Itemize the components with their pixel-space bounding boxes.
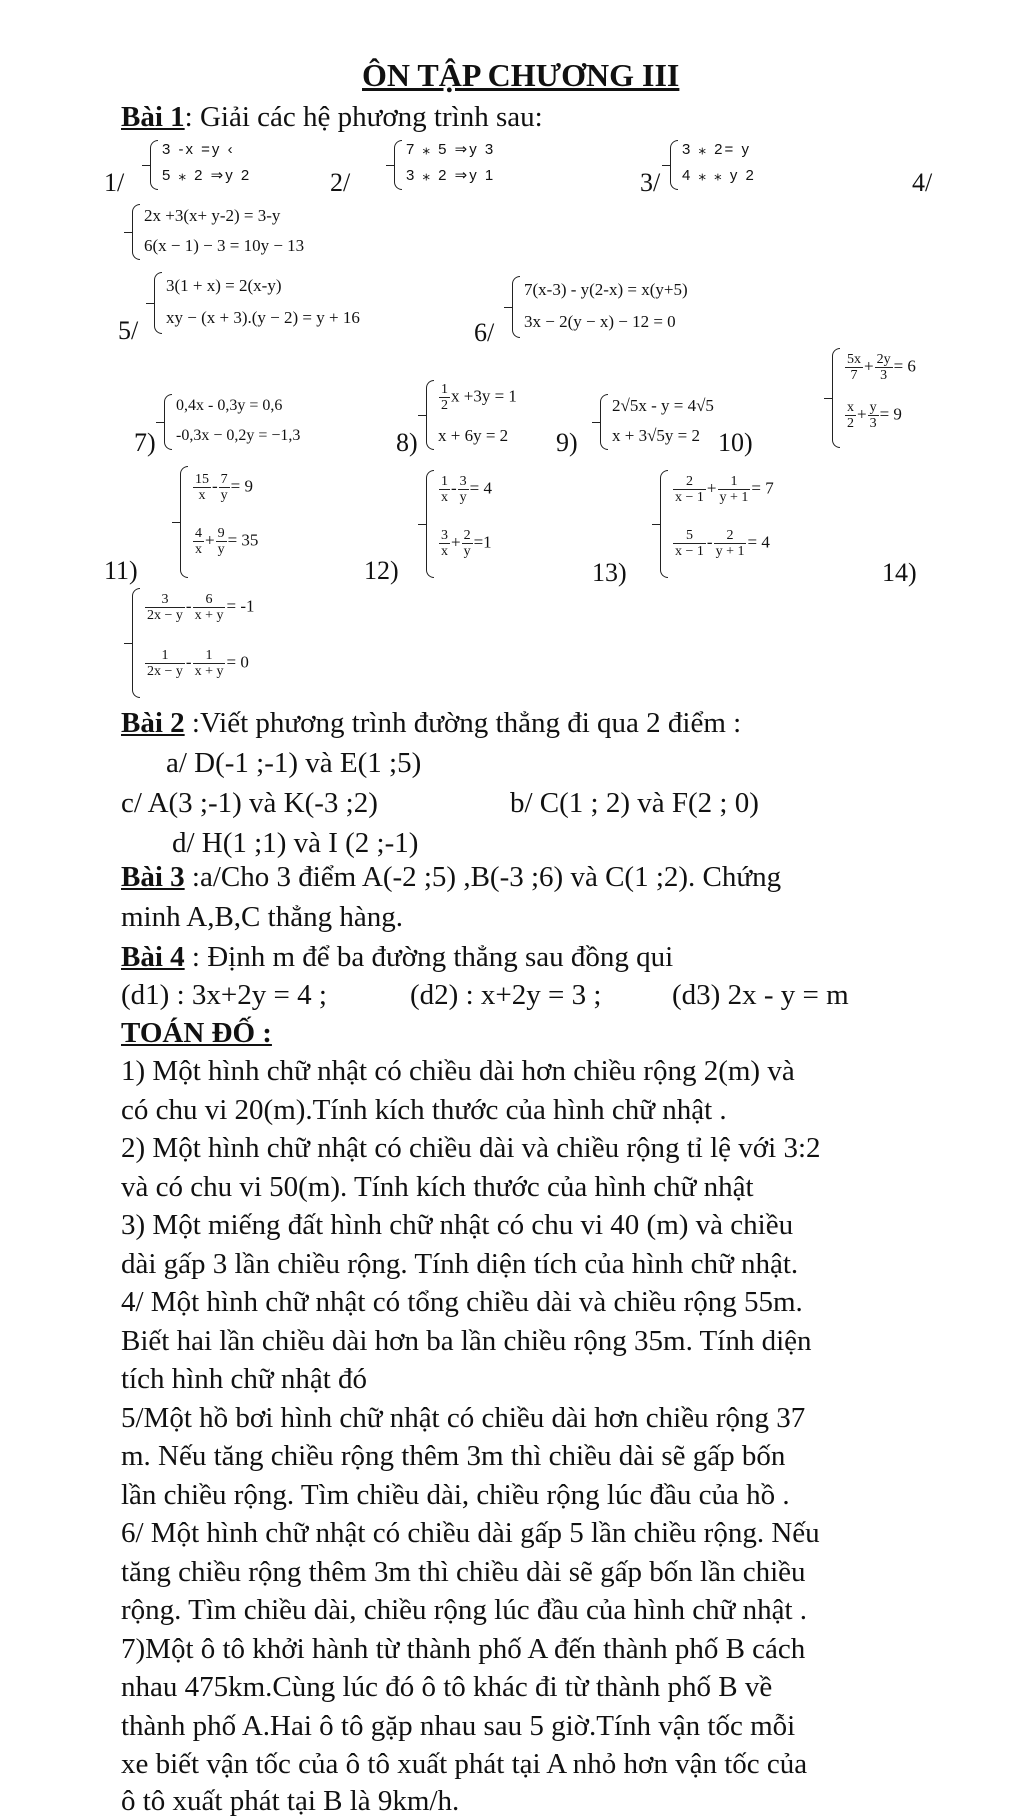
system-5-brace (154, 272, 162, 334)
bai3-line1 (121, 860, 781, 894)
bai2-item-d: d/ H(1 ;1) và I (2 ;-1) (172, 827, 419, 859)
frac (718, 474, 751, 505)
frac-den: x − 1 (675, 544, 704, 559)
frac-num: 2 (463, 528, 471, 543)
system-6-brace (512, 276, 520, 338)
system-10-eq2: $\frac{x}{2}$ + $\frac{y}{3}$ = 9 (847, 400, 902, 431)
frac-1-2 (439, 382, 450, 413)
system-9-eq2: x + 3√5y = 2 (612, 426, 701, 445)
frac (673, 474, 706, 505)
eq-rhs: = 0 (226, 652, 249, 672)
system-2-eq1: 7 ⁎ 5 ⇒y 3 (406, 141, 496, 158)
bai4-line-d3: (d3) 2x - y = m (672, 979, 849, 1011)
frac-den: x (441, 544, 448, 559)
system-11 (180, 466, 310, 578)
system-7-brace (164, 394, 172, 450)
system-12-eq2: $\frac{3}{x}$ + $\frac{2}{y}$ =1 (441, 528, 492, 559)
frac-num: 1 (193, 648, 226, 664)
bai4-heading (121, 940, 673, 974)
frac-den: 2x − y (147, 608, 183, 623)
system-6 (512, 276, 792, 338)
system-8-eq2: x + 6y = 2 (438, 426, 509, 445)
system-12-eq1: $\frac{1}{x}$ - $\frac{3}{y}$ = 4 (441, 474, 493, 505)
system-12 (426, 470, 556, 578)
system-13-number: 13) (592, 558, 627, 587)
frac-num: 9 (217, 526, 225, 541)
system-9-number: 9) (556, 428, 578, 457)
frac-num: 3 (441, 528, 448, 543)
frac-den: y (217, 542, 225, 557)
system-12-number: 12) (364, 556, 399, 585)
system-4-brace (132, 204, 140, 260)
toan-do-line: 5/Một hồ bơi hình chữ nhật có chiều dài hơn chiều rộng 37 (121, 1402, 806, 1434)
frac-den: y + 1 (715, 544, 745, 559)
bai3-label: Bài 3 (121, 861, 185, 893)
eq-rhs: = 4 (469, 478, 493, 498)
frac (193, 592, 226, 623)
system-3-eq2: 4 ⁎ ⁎ y 2 (682, 167, 756, 184)
toan-do-line: dài gấp 3 lần chiều rộng. Tính diện tích của hình chữ nhật. (121, 1248, 799, 1280)
toan-do-line: rộng. Tìm chiều dài, chiều rộng lúc đầu của hình chữ nhật . (121, 1594, 808, 1626)
bai3-line2: minh A,B,C thẳng hàng. (121, 901, 403, 933)
frac-den: 2 (441, 398, 448, 413)
frac (216, 526, 227, 557)
frac-den: x + y (194, 608, 224, 623)
frac-num: 1 (441, 474, 448, 489)
toan-do-line: lần chiều rộng. Tìm chiều dài, chiều rộng lúc đầu của hồ . (121, 1479, 790, 1511)
eq-rhs: = 7 (751, 478, 774, 498)
bai2-item-b: b/ C(1 ; 2) và F(2 ; 0) (510, 787, 759, 819)
toan-do-heading: TOÁN ĐỐ : (121, 1017, 272, 1049)
bai4-text: : Định m để ba đường thẳng sau đồng qui (184, 941, 674, 973)
bai4-line-d1: (d1) : 3x+2y = 4 ; (121, 979, 327, 1011)
system-3 (670, 140, 810, 190)
system-5-eq1: 3(1 + x) = 2(x-y) (166, 276, 282, 295)
system-10-eq1: $\frac{5x}{7}$ + $\frac{2y}{3}$ = 6 (847, 352, 916, 383)
system-4-number: 4/ (912, 168, 933, 197)
frac-num: 5x (847, 352, 861, 367)
system-14-number: 14) (882, 558, 917, 587)
frac-den: y (463, 544, 471, 559)
toan-do-line: Biết hai lần chiều dài hơn ba lần chiều rộng 35m. Tính diện (121, 1325, 812, 1357)
frac-den: 2 (847, 416, 854, 431)
system-2-eq2: 3 ⁎ 2 ⇒y 1 (406, 167, 496, 184)
system-6-eq1: 7(x-3) - y(2-x) = x(y+5) (524, 280, 688, 299)
frac (845, 352, 863, 383)
system-11-eq2: $\frac{4}{x}$ + $\frac{9}{y}$ = 35 (195, 526, 259, 557)
frac-num: 1 (145, 648, 185, 664)
system-8-brace (426, 380, 434, 450)
eq-rhs: = 9 (230, 476, 254, 496)
frac-den: x (195, 542, 202, 557)
toan-do-line: 4/ Một hình chữ nhật có tổng chiều dài và chiều rộng 55m. (121, 1286, 803, 1318)
system-13 (660, 470, 830, 578)
system-3-brace (670, 140, 678, 190)
frac-num: x (847, 400, 854, 415)
frac-num: 5 (673, 528, 706, 544)
frac-den: y (220, 488, 228, 503)
system-9-eq1: 2√5x - y = 4√5 (612, 396, 714, 415)
frac (145, 592, 185, 623)
frac-den: 7 (850, 368, 858, 383)
frac-num: 2y (876, 352, 891, 367)
toan-do-line: tăng chiều rộng thêm 3m thì chiều dài sẽ gấp bốn lần chiều (121, 1556, 806, 1588)
eq-rhs: =1 (473, 532, 492, 552)
frac-den: y + 1 (719, 490, 749, 505)
system-7 (164, 394, 364, 450)
frac-den: 3 (869, 416, 877, 431)
frac-num: 2 (714, 528, 747, 544)
frac (462, 528, 473, 559)
system-2-number: 2/ (330, 168, 351, 197)
eq-rhs: = 35 (227, 530, 259, 550)
system-2-brace (394, 140, 402, 190)
eq-text: x +3y = 1 (451, 386, 517, 406)
frac-num: 6 (193, 592, 226, 608)
system-13-eq1: $\frac{2}{x - 1}$ + $\frac{1}{y + 1}$ = 7 (675, 474, 774, 505)
frac-num: 2 (673, 474, 706, 490)
system-7-eq2: -0,3x − 0,2y = −1,3 (176, 427, 301, 444)
toan-do-line: tích hình chữ nhật đó (121, 1363, 368, 1395)
system-14-eq2: $\frac{1}{2x - y}$ - $\frac{1}{x + y}$ = 0 (147, 648, 249, 679)
toan-do-line: và có chu vi 50(m). Tính kích thước của hình chữ nhật (121, 1171, 754, 1203)
frac-den: x (441, 490, 448, 505)
system-1-eq2: 5 ⁎ 2 ⇒y 2 (162, 167, 252, 184)
system-14-brace (132, 588, 140, 698)
system-10 (832, 348, 952, 448)
frac-den: y (459, 490, 467, 505)
system-1-eq1: 3 -x =y ‹ (162, 141, 235, 158)
frac-den: 2x − y (147, 664, 183, 679)
frac (875, 352, 893, 383)
eq-rhs: = 4 (747, 532, 770, 552)
system-9-brace (600, 394, 608, 450)
frac (673, 528, 706, 559)
system-13-eq2: $\frac{5}{x - 1}$ - $\frac{2}{y + 1}$ = 4 (675, 528, 770, 559)
system-5 (154, 272, 454, 334)
system-6-number: 6/ (474, 318, 495, 347)
system-12-brace (426, 470, 434, 578)
eq-rhs: = -1 (226, 596, 255, 616)
system-8-number: 8) (396, 428, 418, 457)
frac-den: x (198, 488, 206, 503)
frac-num: 3 (459, 474, 467, 489)
frac-num: y (869, 400, 877, 415)
frac-num: 3 (145, 592, 185, 608)
system-3-number: 3/ (640, 168, 661, 197)
frac (439, 474, 450, 505)
bai2-label: Bài 2 (121, 707, 185, 739)
system-5-eq2: xy − (x + 3).(y − 2) = y + 16 (166, 308, 360, 327)
system-4-eq1: 2x +3(x+ y-2) = 3-y (144, 206, 281, 225)
frac (845, 400, 856, 431)
system-6-eq2: 3x − 2(y − x) − 12 = 0 (524, 312, 676, 331)
system-4 (132, 204, 392, 260)
system-4-eq2: 6(x − 1) − 3 = 10y − 13 (144, 236, 305, 255)
system-13-brace (660, 470, 668, 578)
bai4-line-d2: (d2) : x+2y = 3 ; (410, 979, 602, 1011)
frac-num: 4 (195, 526, 202, 541)
eq-rhs: = 9 (879, 404, 902, 424)
toan-do-line: xe biết vận tốc của ô tô xuất phát tại A nhỏ hơn vận tốc của (121, 1748, 808, 1780)
frac-num: 7 (220, 472, 228, 487)
toan-do-line: 7)Một ô tô khởi hành từ thành phố A đến thành phố B cách (121, 1633, 806, 1665)
system-1 (150, 140, 290, 190)
bai2-heading (121, 706, 741, 740)
system-8 (426, 380, 556, 450)
bai2-item-a: a/ D(-1 ;-1) và E(1 ;5) (166, 747, 422, 779)
toan-do-line: ô tô xuất phát tại B là 9km/h. (121, 1785, 460, 1817)
system-7-number: 7) (134, 428, 156, 457)
system-14-eq1: $\frac{3}{2x - y}$ - $\frac{6}{x + y}$ = -1 (147, 592, 255, 623)
frac (193, 648, 226, 679)
toan-do-line: m. Nếu tăng chiều rộng thêm 3m thì chiều dài sẽ gấp bốn (121, 1440, 786, 1472)
toan-do-line: 1) Một hình chữ nhật có chiều dài hơn chiều rộng 2(m) và (121, 1055, 795, 1087)
system-11-brace (180, 466, 188, 578)
system-7-eq1: 0,4x - 0,3y = 0,6 (176, 397, 283, 414)
system-11-eq1: $\frac{15}{x}$ - $\frac{7}{y}$ = 9 (195, 472, 254, 503)
system-3-eq1: 3 ⁎ 2= y (682, 141, 751, 158)
toan-do-line: thành phố A.Hai ô tô gặp nhau sau 5 giờ.Tính vận tốc mỗi (121, 1710, 796, 1742)
system-11-number: 11) (104, 556, 138, 585)
system-2 (394, 140, 534, 190)
system-10-brace (832, 348, 840, 448)
bai1-text: : Giải các hệ phương trình sau: (184, 101, 543, 133)
toan-do-line: 2) Một hình chữ nhật có chiều dài và chiều rộng tỉ lệ với 3:2 (121, 1132, 821, 1164)
frac (219, 472, 230, 503)
frac (145, 648, 185, 679)
frac (868, 400, 879, 431)
system-1-number: 1/ (104, 168, 125, 197)
bai2-text: :Viết phương trình đường thẳng đi qua 2 điểm : (184, 707, 742, 739)
frac-num: 15 (195, 472, 209, 487)
system-10-number: 10) (718, 428, 753, 457)
frac (458, 474, 469, 505)
frac-num: 1 (718, 474, 751, 490)
toan-do-line: nhau 475km.Cùng lúc đó ô tô khác đi từ thành phố B về (121, 1671, 773, 1703)
toan-do-line: có chu vi 20(m).Tính kích thước của hình chữ nhật . (121, 1094, 727, 1126)
frac (714, 528, 747, 559)
frac (193, 472, 211, 503)
bai2-item-c: c/ A(3 ;-1) và K(-3 ;2) (121, 787, 378, 819)
system-1-brace (150, 140, 158, 190)
page-title: ÔN TẬP CHƯƠNG III (362, 57, 680, 93)
system-14 (132, 588, 332, 698)
eq-rhs: = 6 (893, 356, 916, 376)
toan-do-line: 3) Một miếng đất hình chữ nhật có chu vi 40 (m) và chiều (121, 1209, 794, 1241)
toan-do-line: 6/ Một hình chữ nhật có chiều dài gấp 5 lần chiều rộng. Nếu (121, 1517, 820, 1549)
frac-num: 1 (441, 382, 448, 397)
frac-den: 3 (880, 368, 888, 383)
bai3-text: :a/Cho 3 điểm A(-2 ;5) ,B(-3 ;6) và C(1 ;2). Chứng (184, 861, 782, 893)
frac (439, 528, 450, 559)
frac (193, 526, 204, 557)
frac-den: x − 1 (675, 490, 704, 505)
system-8-eq1 (438, 382, 517, 413)
bai4-label: Bài 4 (121, 941, 185, 973)
system-5-number: 5/ (118, 316, 139, 345)
frac-den: x + y (194, 664, 224, 679)
bai1-label: Bài 1 (121, 101, 185, 133)
bai1-heading (121, 100, 543, 134)
